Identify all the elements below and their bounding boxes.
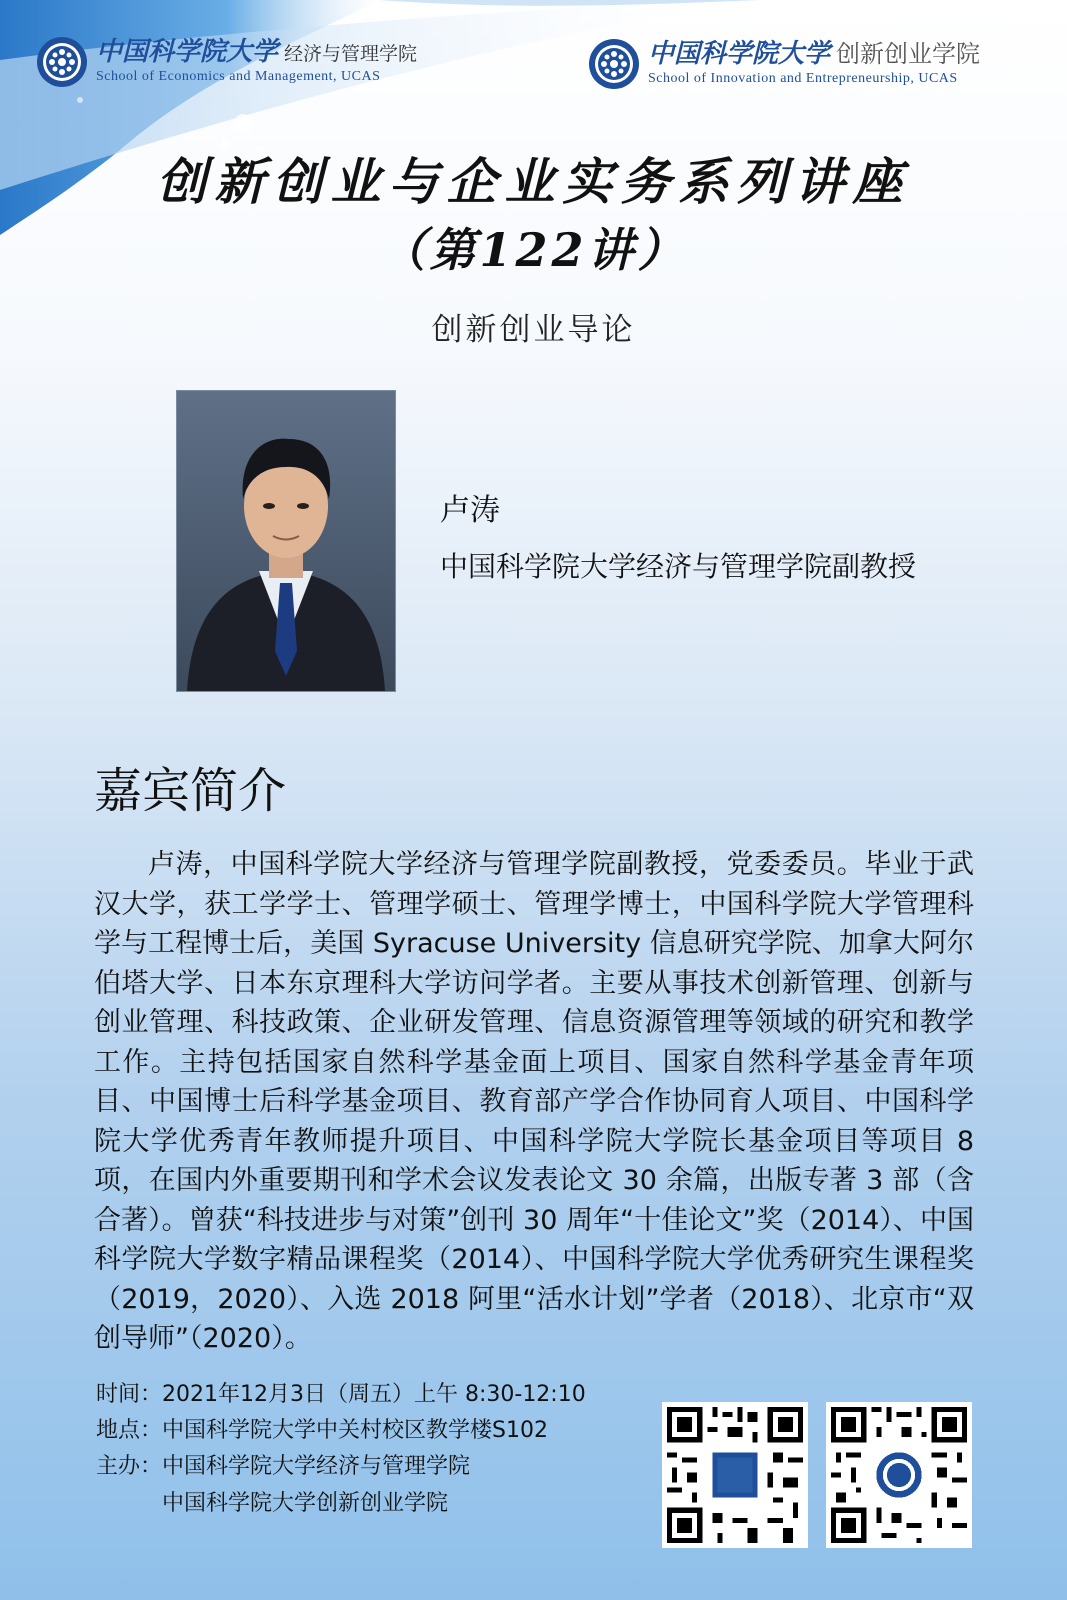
poster-title: 创新创业与企业实务系列讲座 <box>156 152 911 211</box>
speaker-title: 中国科学院大学经济与管理学院副教授 <box>440 550 917 583</box>
event-host-1: 主办：中国科学院大学经济与管理学院 <box>96 1454 471 1479</box>
event-host-2: 中国科学院大学创新创业学院 <box>162 1491 449 1516</box>
bio-heading: 嘉宾简介 <box>94 763 287 819</box>
ucas-emblem-icon <box>588 38 640 90</box>
lecture-topic: 创新创业导论 <box>431 312 636 348</box>
event-place: 地点：中国科学院大学中关村校区教学楼S102 <box>96 1418 548 1443</box>
ucas-emblem-icon <box>36 36 88 88</box>
lecture-number: （第122讲） <box>379 223 688 277</box>
school-name-cn: 经济与管理学院 <box>284 43 418 65</box>
sie-ucas-logo <box>588 38 980 90</box>
qr-code-icon <box>662 1402 808 1548</box>
school-name-cn: 创新创业学院 <box>836 40 981 68</box>
qr-code-icon <box>826 1402 972 1548</box>
bio-text: 卢涛，中国科学院大学经济与管理学院副教授，党委委员。毕业于武汉大学，获工学学士、管理学硕士、管理学博士，中国科学院大学管理科学与工程博士后，美国 Syracuse University 信息研究学院、加拿大阿尔伯塔大学、日本东京理科大学访问学者。主要从事技术创新管理、创新与创业管理、科技政策、企业研发管理、信息资源管理等领域的研究和教学工作。主持包括国家自然科学基金面上项目、国家自然科学基金青年项目、中国博士后科学基金项目、教育部产学合作协同育人项目、中国科学院大学优秀青年教师提升项目、中国科学院大学院长基金项目等项目 8 项，在国内外重要期刊和学术会议发表论文 30 余篇，出版专著 3 部（含合著）。曾获“科技进步与对策”创刊 30 周年“十佳论文”奖（2014）、中国科学院大学数字精品课程奖（2014）、中国科学院大学优秀研究生课程奖（2019，2020）、入选 2018 阿里“活水计划”学者（2018）、北京市“双创导师”（2020）。 <box>94 849 974 1354</box>
school-name-en: School of Innovation and Entrepreneurship, UCAS <box>648 71 958 87</box>
ucas-name-cn: 中国科学院大学 <box>648 39 831 69</box>
event-time: 时间：2021年12月3日（周五）上午 8:30-12:10 <box>96 1382 586 1407</box>
speaker-name: 卢涛 <box>440 493 500 528</box>
ucas-name-cn: 中国科学院大学 <box>96 37 279 67</box>
speaker-photo <box>176 390 396 692</box>
school-name-en: School of Economics and Management, UCAS <box>96 69 381 85</box>
sem-ucas-logo <box>36 36 417 88</box>
